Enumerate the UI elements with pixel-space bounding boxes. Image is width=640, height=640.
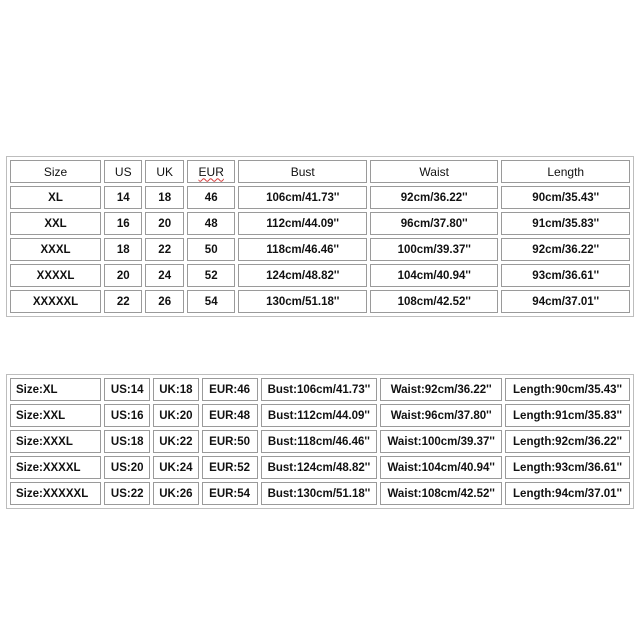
cell-bust: 124cm/48.82'': [238, 264, 366, 287]
cell-uk: UK:22: [153, 430, 199, 453]
table-row: [10, 238, 630, 261]
cell-size: Size:XXXL: [10, 430, 101, 453]
cell-eur: EUR:52: [202, 456, 258, 479]
cell-waist: Waist:100cm/39.37'': [380, 430, 502, 453]
size-chart-table: [6, 156, 634, 317]
cell-length: Length:94cm/37.01'': [505, 482, 630, 505]
table-row: [10, 212, 630, 235]
cell-bust: 130cm/51.18'': [238, 290, 366, 313]
cell-size: XXXL: [10, 238, 101, 261]
cell-size: Size:XL: [10, 378, 101, 401]
cell-us: 14: [104, 186, 142, 209]
cell-eur: 50: [187, 238, 236, 261]
cell-waist: 92cm/36.22'': [370, 186, 498, 209]
cell-uk: UK:26: [153, 482, 199, 505]
table-row: [10, 186, 630, 209]
cell-waist: 104cm/40.94'': [370, 264, 498, 287]
cell-eur: 46: [187, 186, 236, 209]
cell-waist: 108cm/42.52'': [370, 290, 498, 313]
cell-us: US:18: [104, 430, 150, 453]
header-length: Length: [501, 160, 630, 183]
cell-size: Size:XXXXL: [10, 456, 101, 479]
cell-size: XL: [10, 186, 101, 209]
cell-us: 18: [104, 238, 142, 261]
cell-bust: Bust:118cm/46.46'': [261, 430, 378, 453]
cell-size: Size:XXL: [10, 404, 101, 427]
cell-uk: 18: [145, 186, 183, 209]
table-row: [10, 482, 630, 505]
table-row: [10, 264, 630, 287]
cell-eur: EUR:54: [202, 482, 258, 505]
cell-eur: 48: [187, 212, 236, 235]
cell-bust: Bust:106cm/41.73'': [261, 378, 378, 401]
cell-length: 94cm/37.01'': [501, 290, 630, 313]
cell-us: US:20: [104, 456, 150, 479]
cell-length: Length:93cm/36.61'': [505, 456, 630, 479]
cell-uk: 26: [145, 290, 183, 313]
cell-length: 91cm/35.83'': [501, 212, 630, 235]
cell-length: Length:90cm/35.43'': [505, 378, 630, 401]
cell-uk: 22: [145, 238, 183, 261]
cell-eur: 52: [187, 264, 236, 287]
size-chart-labeled-table: [6, 374, 634, 509]
table-row: [10, 290, 630, 313]
cell-size: XXXXXL: [10, 290, 101, 313]
cell-waist: 100cm/39.37'': [370, 238, 498, 261]
header-waist: Waist: [370, 160, 498, 183]
cell-uk: 24: [145, 264, 183, 287]
cell-bust: Bust:112cm/44.09'': [261, 404, 378, 427]
table-row: [10, 378, 630, 401]
cell-length: 92cm/36.22'': [501, 238, 630, 261]
cell-waist: 96cm/37.80'': [370, 212, 498, 235]
cell-eur: EUR:50: [202, 430, 258, 453]
header-uk: UK: [145, 160, 183, 183]
cell-size: Size:XXXXXL: [10, 482, 101, 505]
cell-waist: Waist:104cm/40.94'': [380, 456, 502, 479]
table-header-row: [10, 160, 630, 183]
cell-length: 93cm/36.61'': [501, 264, 630, 287]
cell-size: XXL: [10, 212, 101, 235]
cell-waist: Waist:96cm/37.80'': [380, 404, 502, 427]
cell-eur: EUR:46: [202, 378, 258, 401]
table-row: [10, 456, 630, 479]
header-size: Size: [10, 160, 101, 183]
cell-waist: Waist:108cm/42.52'': [380, 482, 502, 505]
cell-bust: 106cm/41.73'': [238, 186, 366, 209]
cell-uk: UK:18: [153, 378, 199, 401]
table-row: [10, 404, 630, 427]
cell-bust: Bust:130cm/51.18'': [261, 482, 378, 505]
cell-length: Length:91cm/35.83'': [505, 404, 630, 427]
table-row: [10, 430, 630, 453]
cell-us: 16: [104, 212, 142, 235]
cell-eur: 54: [187, 290, 236, 313]
cell-us: US:14: [104, 378, 150, 401]
header-us: US: [104, 160, 142, 183]
cell-us: US:16: [104, 404, 150, 427]
cell-uk: UK:20: [153, 404, 199, 427]
cell-length: 90cm/35.43'': [501, 186, 630, 209]
cell-bust: 118cm/46.46'': [238, 238, 366, 261]
cell-us: US:22: [104, 482, 150, 505]
cell-us: 22: [104, 290, 142, 313]
cell-waist: Waist:92cm/36.22'': [380, 378, 502, 401]
header-bust: Bust: [238, 160, 366, 183]
cell-length: Length:92cm/36.22'': [505, 430, 630, 453]
cell-size: XXXXL: [10, 264, 101, 287]
header-eur: [187, 160, 236, 183]
header-eur-text: EUR: [198, 164, 224, 179]
cell-eur: EUR:48: [202, 404, 258, 427]
cell-bust: 112cm/44.09'': [238, 212, 366, 235]
cell-us: 20: [104, 264, 142, 287]
cell-uk: UK:24: [153, 456, 199, 479]
cell-bust: Bust:124cm/48.82'': [261, 456, 378, 479]
cell-uk: 20: [145, 212, 183, 235]
